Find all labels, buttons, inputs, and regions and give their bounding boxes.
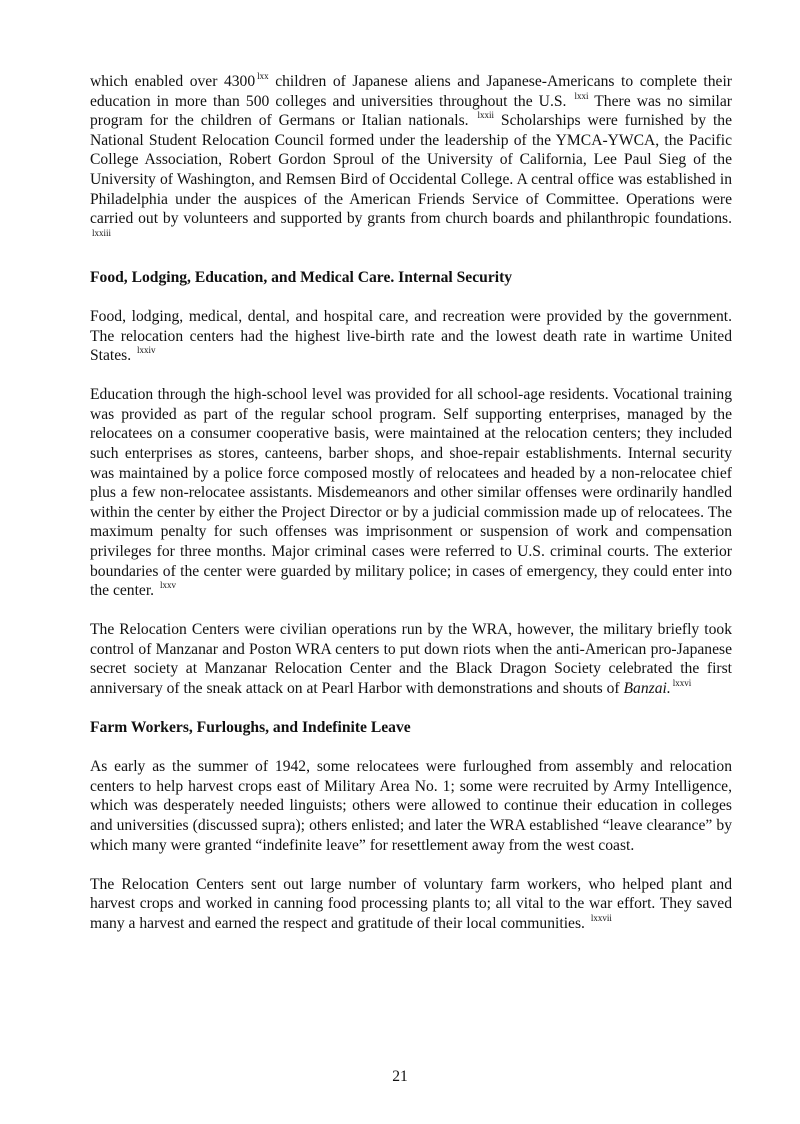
section-heading-farm-workers: Farm Workers, Furloughs, and Indefinite Leave [90,719,411,737]
endnote-ref: lxxv [159,580,176,591]
endnote-ref: lxxvii [590,912,612,923]
paragraph-scholarships: which enabled over 4300 $^{lxx}$ children of Japanese aliens and Japanese-Americans to complete their education in more than 500 colleges and universities throughout the U.S. $^{lxxi}$ There was no similar program for the children of Germans or Italian nationals. $^{lxxii}$ Scholarships were furnished by the National Student Relocation Council formed under the leadership of the YMCA-YWCA, the Pacific College Association, Robert Gordon Sproul of the University of California, Lee Paul Sieg of the University of Washington, and Remsen Bird of Occidental College. A central office was established in Philadelphia under the auspices of the American Friends Service of Committee. Operations were carried out by volunteers and supported by grants from church boards and philanthropic foundations. $^{lxxiii}$ [90,71,732,238]
endnote-ref: lxxiii [92,227,112,238]
paragraph-food-lodging: Food, lodging, medical, dental, and hospital care, and recreation were provided by the government. The relocation centers had the highest live-birth rate and the lowest death rate in wartime United States. $^{lxxiv}$ [90,307,732,365]
endnote-ref: lxxiv [137,345,156,356]
page-number: 21 [392,1068,408,1085]
document-page [90,72,732,933]
paragraph-farm-workers: The Relocation Centers sent out large number of voluntary farm workers, who helped plant and harvest crops and worked in canning food processing plants to; all vital to the war effort. They saved many a harvest and earned the respect and gratitude of their local communities. $^{lxxvii}$ [90,875,732,932]
endnote-ref: lxxi [574,90,589,101]
paragraph-education-security: Education through the high-school level was provided for all school-age residents. Vocational training was provided as part of the regular school program. Self supporting enterprises, managed by the relocatees on a consumer cooperative basis, were maintained at the relocation centers; they included such enterprises as stores, canteens, barber shops, and shoe-repair establishments. Internal security was maintained by a police force composed mostly of relocatees and headed by a non-relocatee chief plus a few non-relocatee assistants. Misdemeanors and other similar offenses were ordinarily handled within the center by either the Project Director or by a judicial commission made up of relocatees. The maximum penalty for such offenses was imprisonment or suspension of work and compensation privileges for three months. Major criminal cases were referred to U.S. criminal courts. The exterior boundaries of the center were guarded by military police; in cases of emergency, they could enter into the center. $^{lxxv}$ [90,386,732,600]
endnote-ref: lxx [257,71,269,81]
endnote-ref: lxxvi [672,678,692,689]
endnote-ref: lxxii [477,110,494,121]
section-heading-food-lodging: Food, Lodging, Education, and Medical Care. Internal Security [90,268,513,286]
paragraph-furloughs: As early as the summer of 1942, some relocatees were furloughed from assembly and relocation centers to help harvest crops east of Military Area No. 1; some were recruited by Army Intelligence, which was desperately needed linguists; others were allowed to continue their education in colleges and universities (discussed supra); others enlisted; and later the WRA established “leave clearance” by which many were granted “indefinite leave” for resettlement away from the west coast. [90,758,732,854]
paragraph-civilian-operations: The Relocation Centers were civilian operations run by the WRA, however, the military briefly took control of Manzanar and Poston WRA centers to put down riots when the anti-American pro-Japanese secret society at Manzanar Relocation Center and the Black Dragon Society celebrated the first anniversary of the sneak attack on at Pearl Harbor with demonstrations and shouts of Banzai. $^{lxxvi}$ [90,621,732,698]
